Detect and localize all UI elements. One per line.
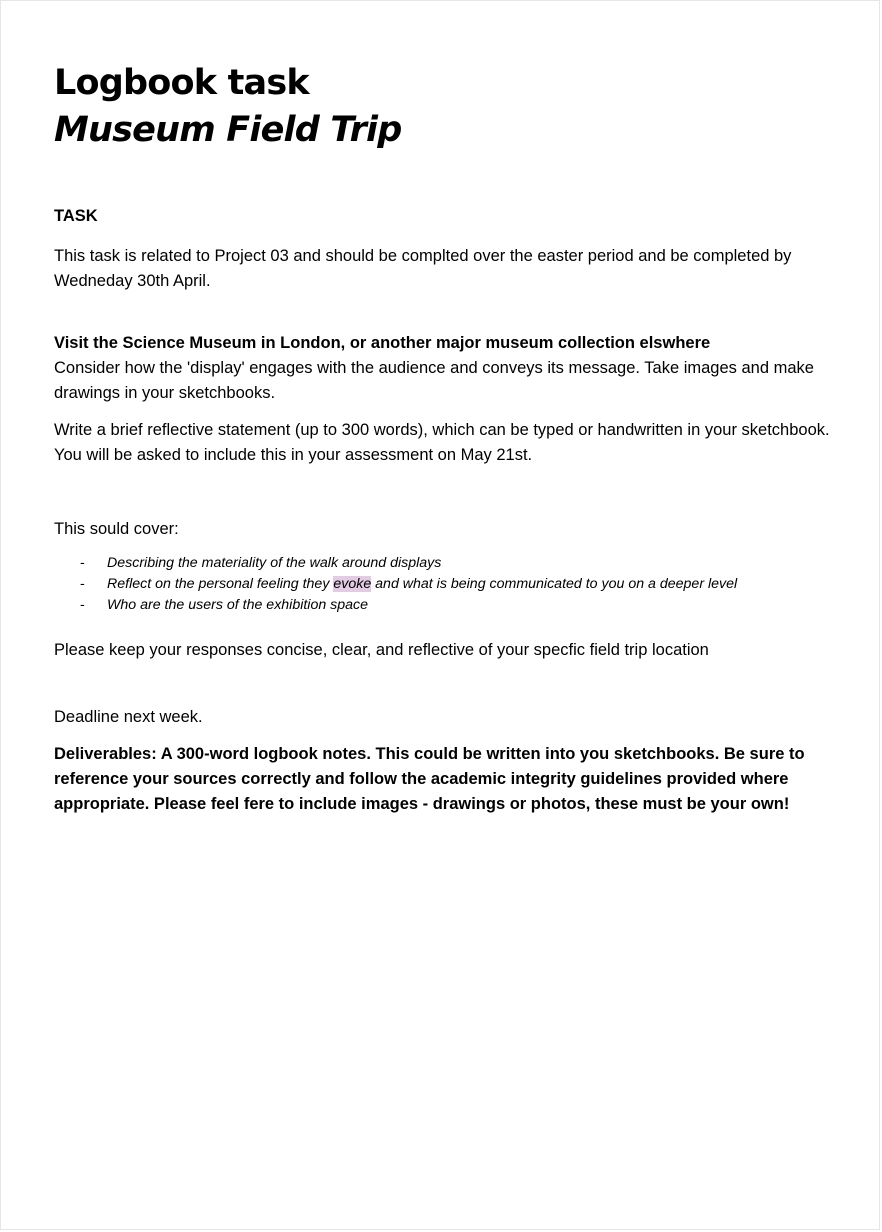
cover-list (54, 553, 834, 616)
concise-note: Please keep your responses concise, clear, and reflective of your specfic field trip location (54, 641, 709, 659)
document-subtitle: Museum Field Trip (54, 110, 402, 150)
deadline-text: Deadline next week. (54, 708, 203, 726)
list-dash: - (80, 597, 85, 613)
visit-section (54, 331, 834, 406)
cover-intro: This sould cover: (54, 520, 179, 538)
intro-paragraph: This task is related to Project 03 and should be complted over the easter period and be completed by Wedneday 30th April. (54, 247, 792, 290)
visit-heading: Visit the Science Museum in London, or another major museum collection elswhere (54, 334, 711, 352)
list-item (54, 553, 834, 574)
list-dash: - (80, 576, 85, 592)
list-item (54, 574, 834, 595)
task-heading: TASK (54, 207, 98, 225)
document-content (54, 61, 834, 813)
deliverables-text: Deliverables: A 300-word logbook notes. This could be written into you sketchbooks. Be sure to reference your sources correctly and follow the academic integrity guidelines provided where appropriate. Please feel fere to include images - drawings or photos, these must be your own! (54, 745, 805, 813)
list-item-text-before: Reflect on the personal feeling they (107, 576, 334, 592)
list-item-text-after: and what is being communicated to you on a deeper level (371, 576, 738, 592)
document-title: Logbook task (54, 63, 309, 103)
highlighted-word: evoke (333, 576, 372, 592)
visit-body: Consider how the 'display' engages with the audience and conveys its message. Take images and make drawings in your sketchbooks. (54, 359, 814, 402)
list-item-text: Who are the users of the exhibition space (107, 597, 369, 613)
list-item-text: Describing the materiality of the walk around displays (107, 555, 442, 571)
list-dash: - (80, 555, 85, 571)
reflective-paragraph: Write a brief reflective statement (up to 300 words), which can be typed or handwritten in your sketchbook. You will be asked to include this in your assessment on May 21st. (54, 421, 830, 464)
list-item (54, 595, 834, 616)
